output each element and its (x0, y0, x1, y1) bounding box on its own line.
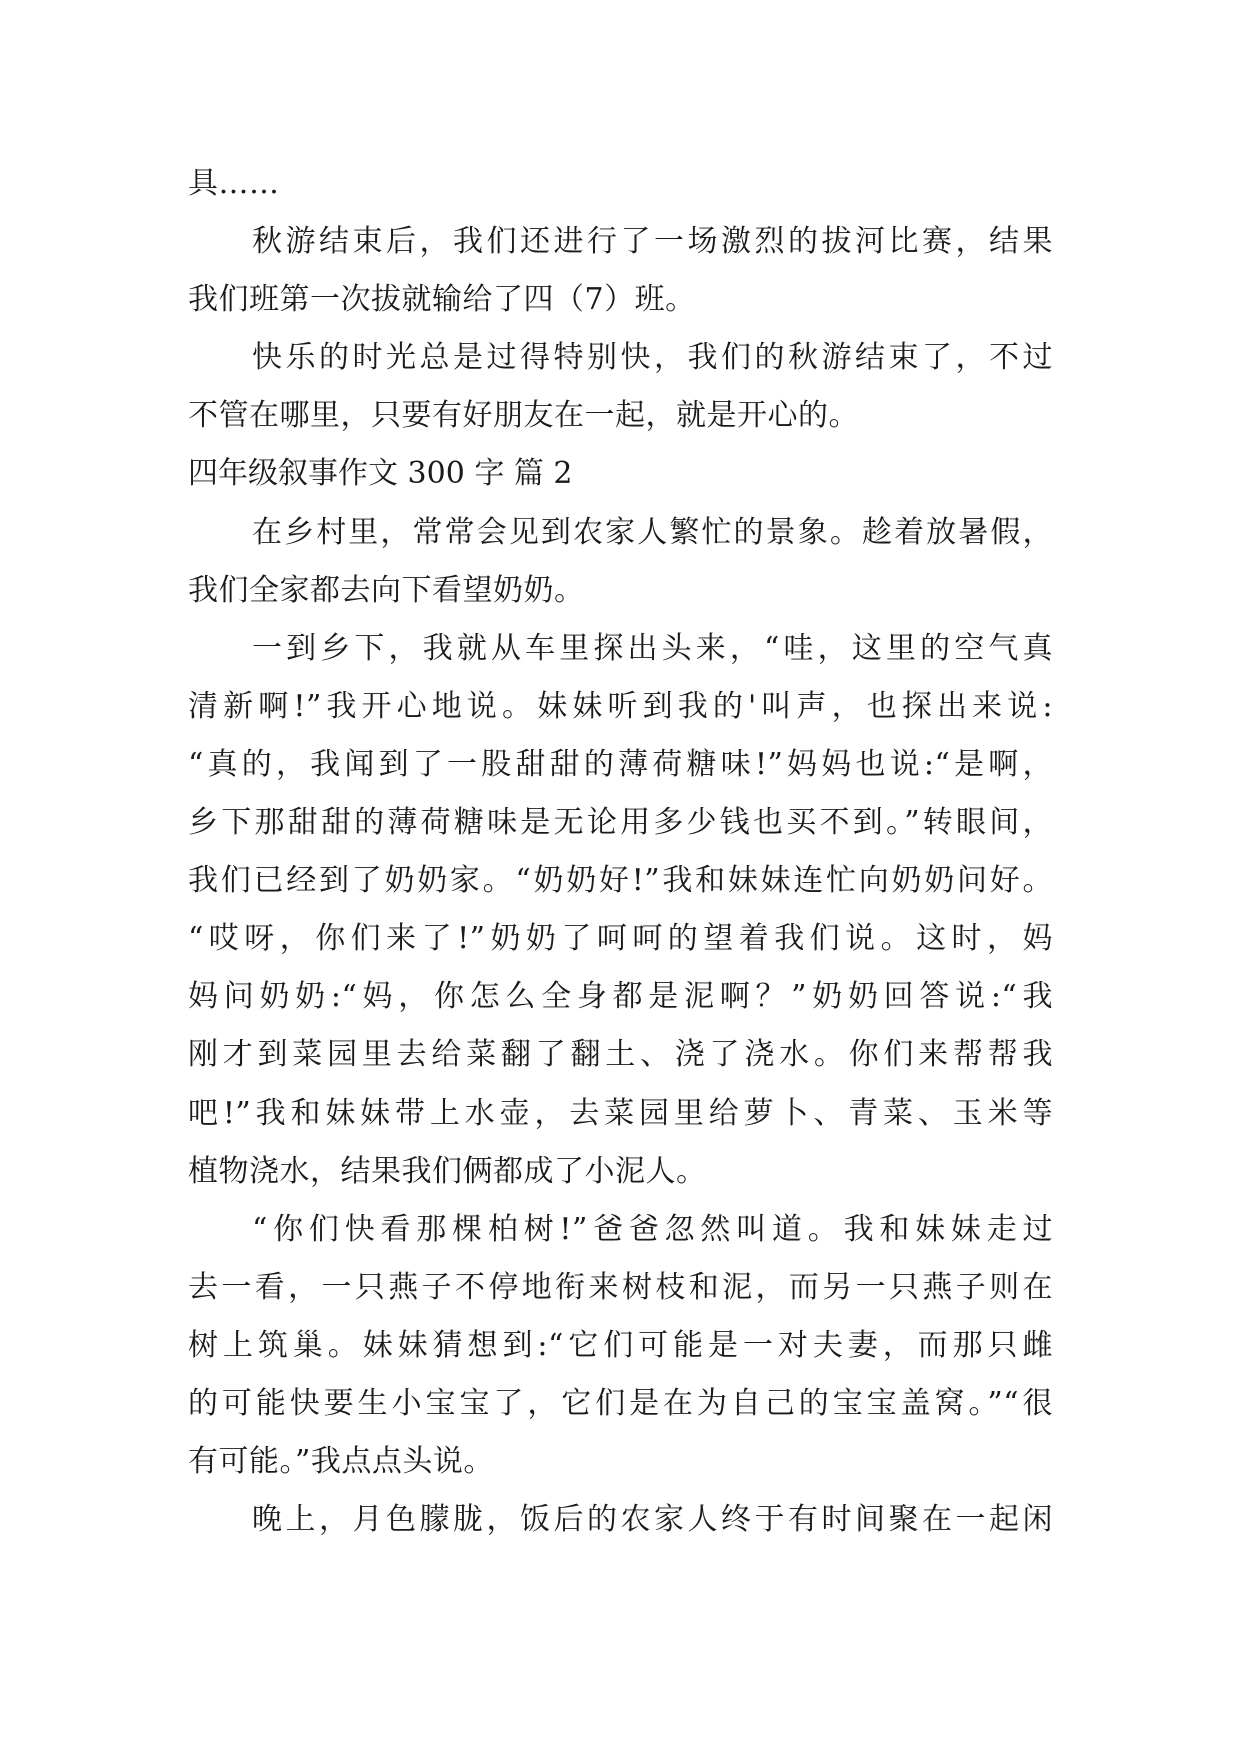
text-line: 有可能。”我点点头说。 (188, 1444, 494, 1480)
text-line: 不管在哪里，只要有好朋友在一起，就是开心的。 (188, 398, 859, 434)
text-line: 我们已经到了奶奶家。“奶奶好!”我和妹妹连忙向奶奶问好。 (188, 863, 1053, 899)
article-body (188, 155, 1053, 1549)
paragraph-first-line: 在乡村里，常常会见到农家人繁忙的景象。趁着放暑假， (252, 514, 1053, 550)
text-line: 刚才到菜园里去给菜翻了翻土、浇了浇水。你们来帮帮我 (188, 1037, 1053, 1073)
section-heading: 四年级叙事作文 300 字 篇 2 (188, 456, 573, 492)
text-line: 吧!”我和妹妹带上水壶，去菜园里给萝卜、青菜、玉米等 (188, 1095, 1053, 1131)
text-line: 去一看，一只燕子不停地衔来树枝和泥，而另一只燕子则在 (188, 1269, 1053, 1305)
text-line: 我们班第一次拔就输给了四（7）班。 (188, 282, 696, 318)
text-line: 具…… (188, 166, 280, 201)
text-line: 树上筑巢。妹妹猜想到:“它们可能是一对夫妻，而那只雌 (188, 1327, 1053, 1363)
text-line: 清新啊!”我开心地说。妹妹听到我的'叫声，也探出来说: (188, 688, 1053, 724)
text-line: “哎呀，你们来了!”奶奶了呵呵的望着我们说。这时，妈 (188, 921, 1053, 957)
text-line: “真的，我闻到了一股甜甜的薄荷糖味!”妈妈也说:“是啊， (188, 746, 1053, 782)
paragraph-first-line: 秋游结束后，我们还进行了一场激烈的拔河比赛，结果 (252, 224, 1053, 260)
paragraph-first-line: 晚上，月色朦胧，饭后的农家人终于有时间聚在一起闲 (252, 1502, 1053, 1538)
paragraph-first-line: 一到乡下，我就从车里探出头来，“哇，这里的空气真 (252, 630, 1053, 666)
text-line: 妈问奶奶:“妈，你怎么全身都是泥啊？”奶奶回答说:“我 (188, 979, 1053, 1015)
text-line: 我们全家都去向下看望奶奶。 (188, 572, 585, 608)
paragraph-first-line: “你们快看那棵柏树!”爸爸忽然叫道。我和妹妹走过 (252, 1211, 1053, 1247)
paragraph-first-line: 快乐的时光总是过得特别快，我们的秋游结束了，不过 (252, 340, 1053, 376)
text-line: 乡下那甜甜的薄荷糖味是无论用多少钱也买不到。”转眼间， (188, 805, 1053, 841)
text-line: 植物浇水，结果我们俩都成了小泥人。 (188, 1153, 707, 1189)
text-line: 的可能快要生小宝宝了，它们是在为自己的宝宝盖窝。”“很 (188, 1385, 1053, 1421)
